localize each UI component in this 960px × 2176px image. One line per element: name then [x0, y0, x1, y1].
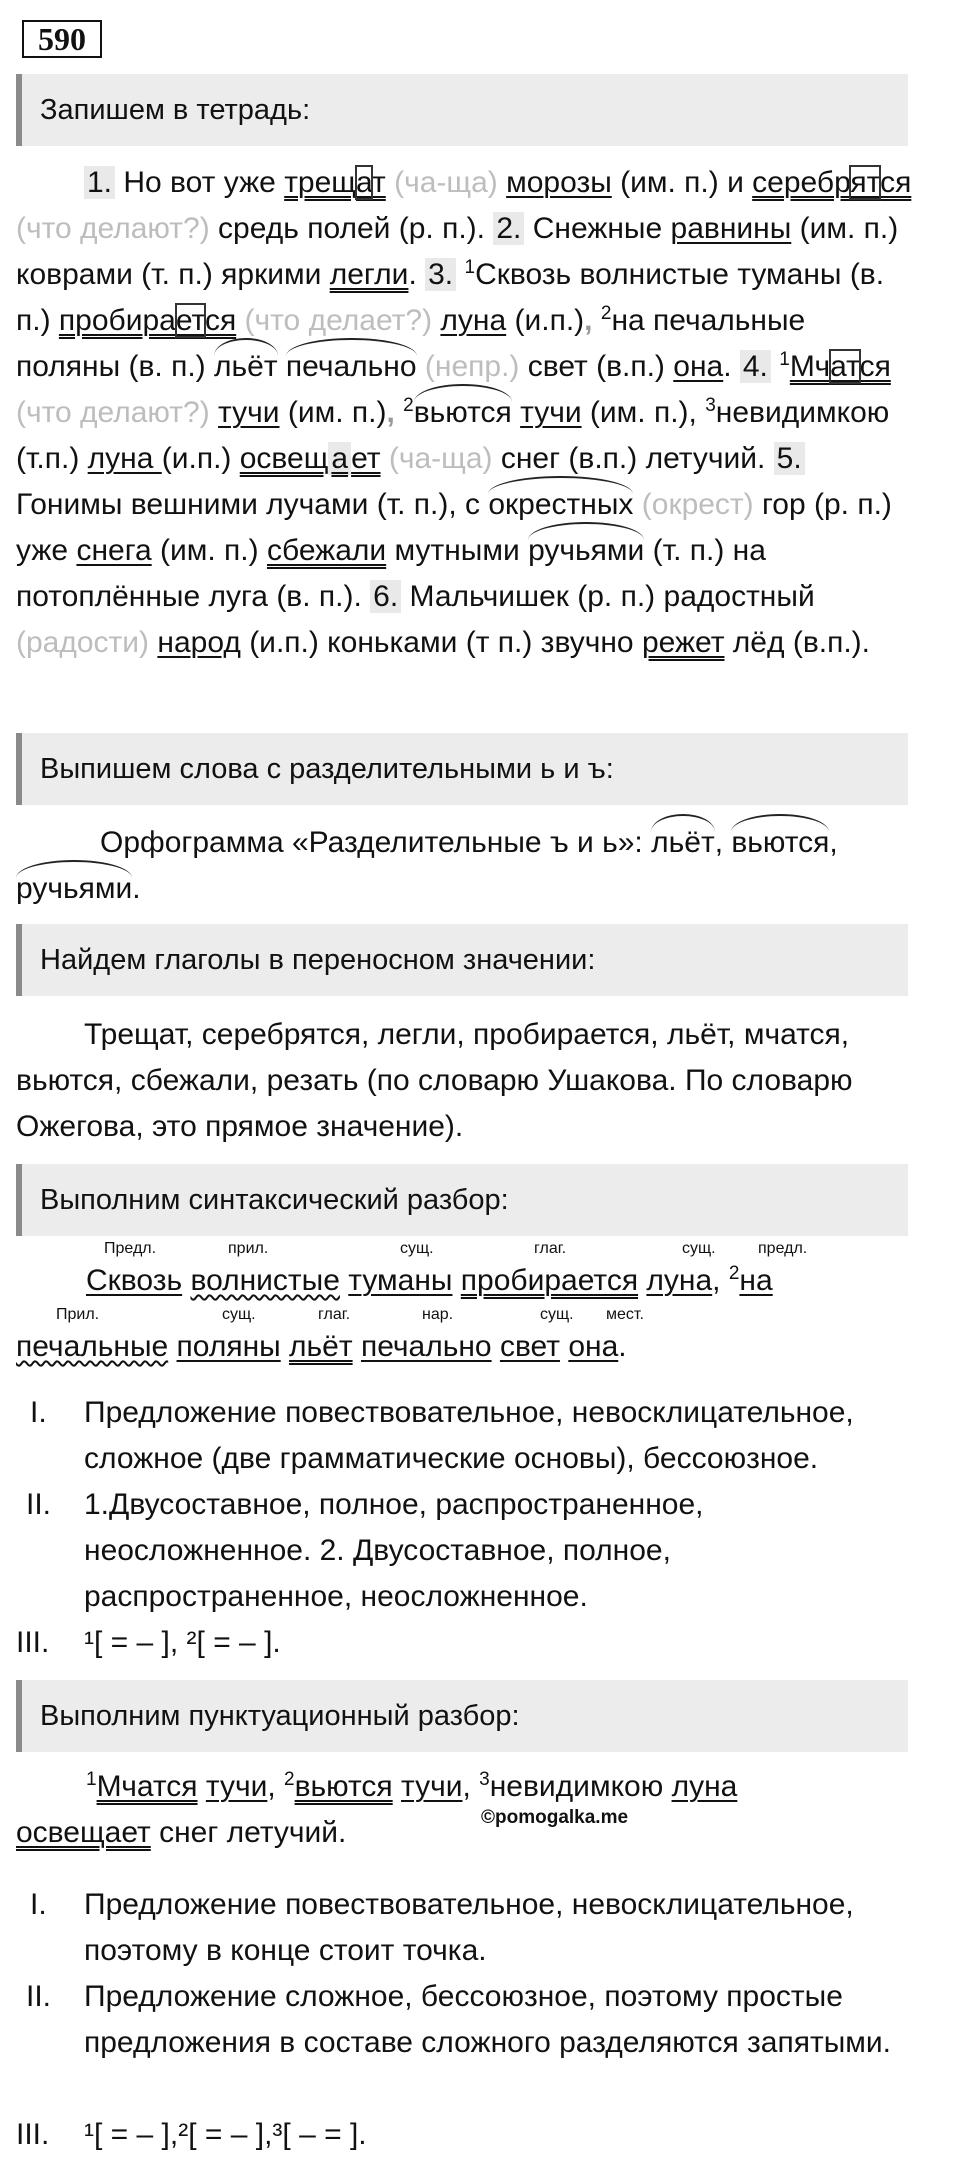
role-label: прил.: [228, 1240, 269, 1257]
punct-word: тучи: [205, 1770, 268, 1803]
list-text: Предложение повествовательное, невосклицательное, сложное (две грамматические основы), бессоюзное.: [84, 1396, 854, 1475]
punct-word: Мчатся: [96, 1770, 198, 1803]
punct-word: снег летучий.: [159, 1816, 347, 1849]
list-text: Предложение повествовательное, невосклицательное, поэтому в конце стоит точка.: [84, 1888, 854, 1967]
punct-word: невидимкою: [489, 1770, 664, 1803]
punct-line-1: $^1$Мчатся тучи, $^2$вьются тучи, $^3$невидимкою луна: [86, 1769, 738, 1803]
syntax-word: печальные: [16, 1330, 169, 1363]
role-label: глаг.: [318, 1306, 351, 1323]
role-label: мест.: [606, 1306, 644, 1323]
word-vyutsya: вьются: [731, 820, 829, 866]
role-label: нар.: [422, 1306, 454, 1323]
role-label: сущ.: [400, 1240, 434, 1257]
syntax-line-2: печальные поляны льёт печально свет она.: [16, 1330, 627, 1363]
list-number: II.: [26, 1488, 52, 1521]
list-number: II.: [26, 1980, 52, 2013]
syntax-word: волнистые: [190, 1264, 340, 1297]
list-text: ¹[ = – ], ²[ = – ].: [84, 1626, 281, 1659]
list-text: 1.Двусоставное, полное, распространенное, неосложненное. 2. Двусоставное, полное, распространенное, неосложненное.: [84, 1488, 704, 1613]
list-number: III.: [16, 1626, 50, 1659]
syntax-word: она: [568, 1330, 619, 1363]
role-label: Предл.: [104, 1240, 157, 1257]
watermark: ©pomogalka.me: [481, 1807, 629, 1828]
list-number: I.: [30, 1888, 47, 1921]
syntax-word: льёт: [289, 1330, 353, 1363]
word-lyot: льёт: [651, 820, 715, 866]
punct-word: тучи: [401, 1770, 463, 1803]
syntax-word: Сквозь: [86, 1264, 183, 1297]
syntax-word: поляны: [176, 1330, 281, 1363]
section-header-soft-sign: Выпишем слова с разделительными ь и ъ:: [16, 733, 908, 805]
section-header-write: Запишем в тетрадь:: [16, 74, 908, 146]
syntax-word: свет: [499, 1330, 560, 1363]
syntax-word: печально: [360, 1330, 492, 1363]
section-header-punctuation: Выполним пунктуационный разбор:: [16, 1680, 908, 1752]
punct-word: вьются: [294, 1770, 393, 1803]
syntax-word: на: [739, 1264, 773, 1297]
list-text: ¹[ = – ],²[ = – ],³[ – = ].: [84, 2118, 367, 2151]
role-label: сущ.: [540, 1306, 574, 1323]
list-text: Предложение сложное, бессоюзное, поэтому простые предложения в составе сложного разделяются запятыми.: [84, 1980, 891, 2059]
role-label: сущ.: [222, 1306, 256, 1323]
section-header-syntax: Выполним синтаксический разбор:: [16, 1164, 908, 1236]
role-label: глаг.: [534, 1240, 567, 1257]
orthogram-label: Орфограмма «Разделительные ъ и ь»:: [100, 826, 643, 859]
main-text: 1. Но вот уже трещат (ча-ща) морозы (им. п.) и серебрятся (что делают?) средь полей (р. п.). 2. Снежные равнины (им. п.) коврами (т. п.) яркими легли. 3. $^1$Сквозь волнистые туманы (в. п.) пробирается (что делает?) луна (и.п.), $^2$на печальные поляны (в. п.) льёт печально (непр.) свет (в.п.) она. 4. $^1$Мчатся (что делают?) тучи (им. п.), $^2$вьются тучи (им. п.), $^3$невидимкою (т.п.) луна (и.п.) освещ а ет (ча-ща) снег (в.п.) летучий. 5. Гонимы вешними лучами (т. п.), с окрестных (окрест) гор (р. п.) уже снега (им. п.) сбежали мутными ручьями (т. п.) на потоплённые луга (в. п.). 6. Мальчишек (р. п.) радостный (радости) народ (и.п.) коньками (т п.) звучно режет лёд (в.п.).: [16, 166, 912, 659]
list-number: I.: [30, 1396, 47, 1429]
figurative-text: Трещат, серебрятся, легли, пробирается, льёт, мчатся, вьются, сбежали, резать (по словарю Ушакова. По словарю Ожегова, это прямое значение).: [16, 1018, 853, 1143]
list-number: III.: [16, 2118, 50, 2151]
word-ruchyami: ручьями: [16, 866, 132, 912]
punct-word: луна: [671, 1770, 738, 1803]
syntax-line-1: Сквозь волнистые туманы пробирается луна, $^2$на: [86, 1263, 773, 1297]
syntax-word: пробирается: [460, 1264, 639, 1297]
punct-word: освещает: [16, 1816, 151, 1849]
soft-sign-text: Орфограмма «Разделительные ъ и ь»: льёт, вьются, ручьями.: [16, 820, 916, 912]
syntax-word: луна: [646, 1264, 713, 1297]
punct-line-2: [16, 1816, 346, 1850]
exercise-number: 590: [22, 20, 102, 58]
section-header-figurative: Найдем глаголы в переносном значении:: [16, 924, 908, 996]
role-label: Прил.: [56, 1306, 100, 1323]
role-label: сущ.: [682, 1240, 716, 1257]
role-label: предл.: [758, 1240, 808, 1257]
syntax-word: туманы: [348, 1264, 453, 1297]
